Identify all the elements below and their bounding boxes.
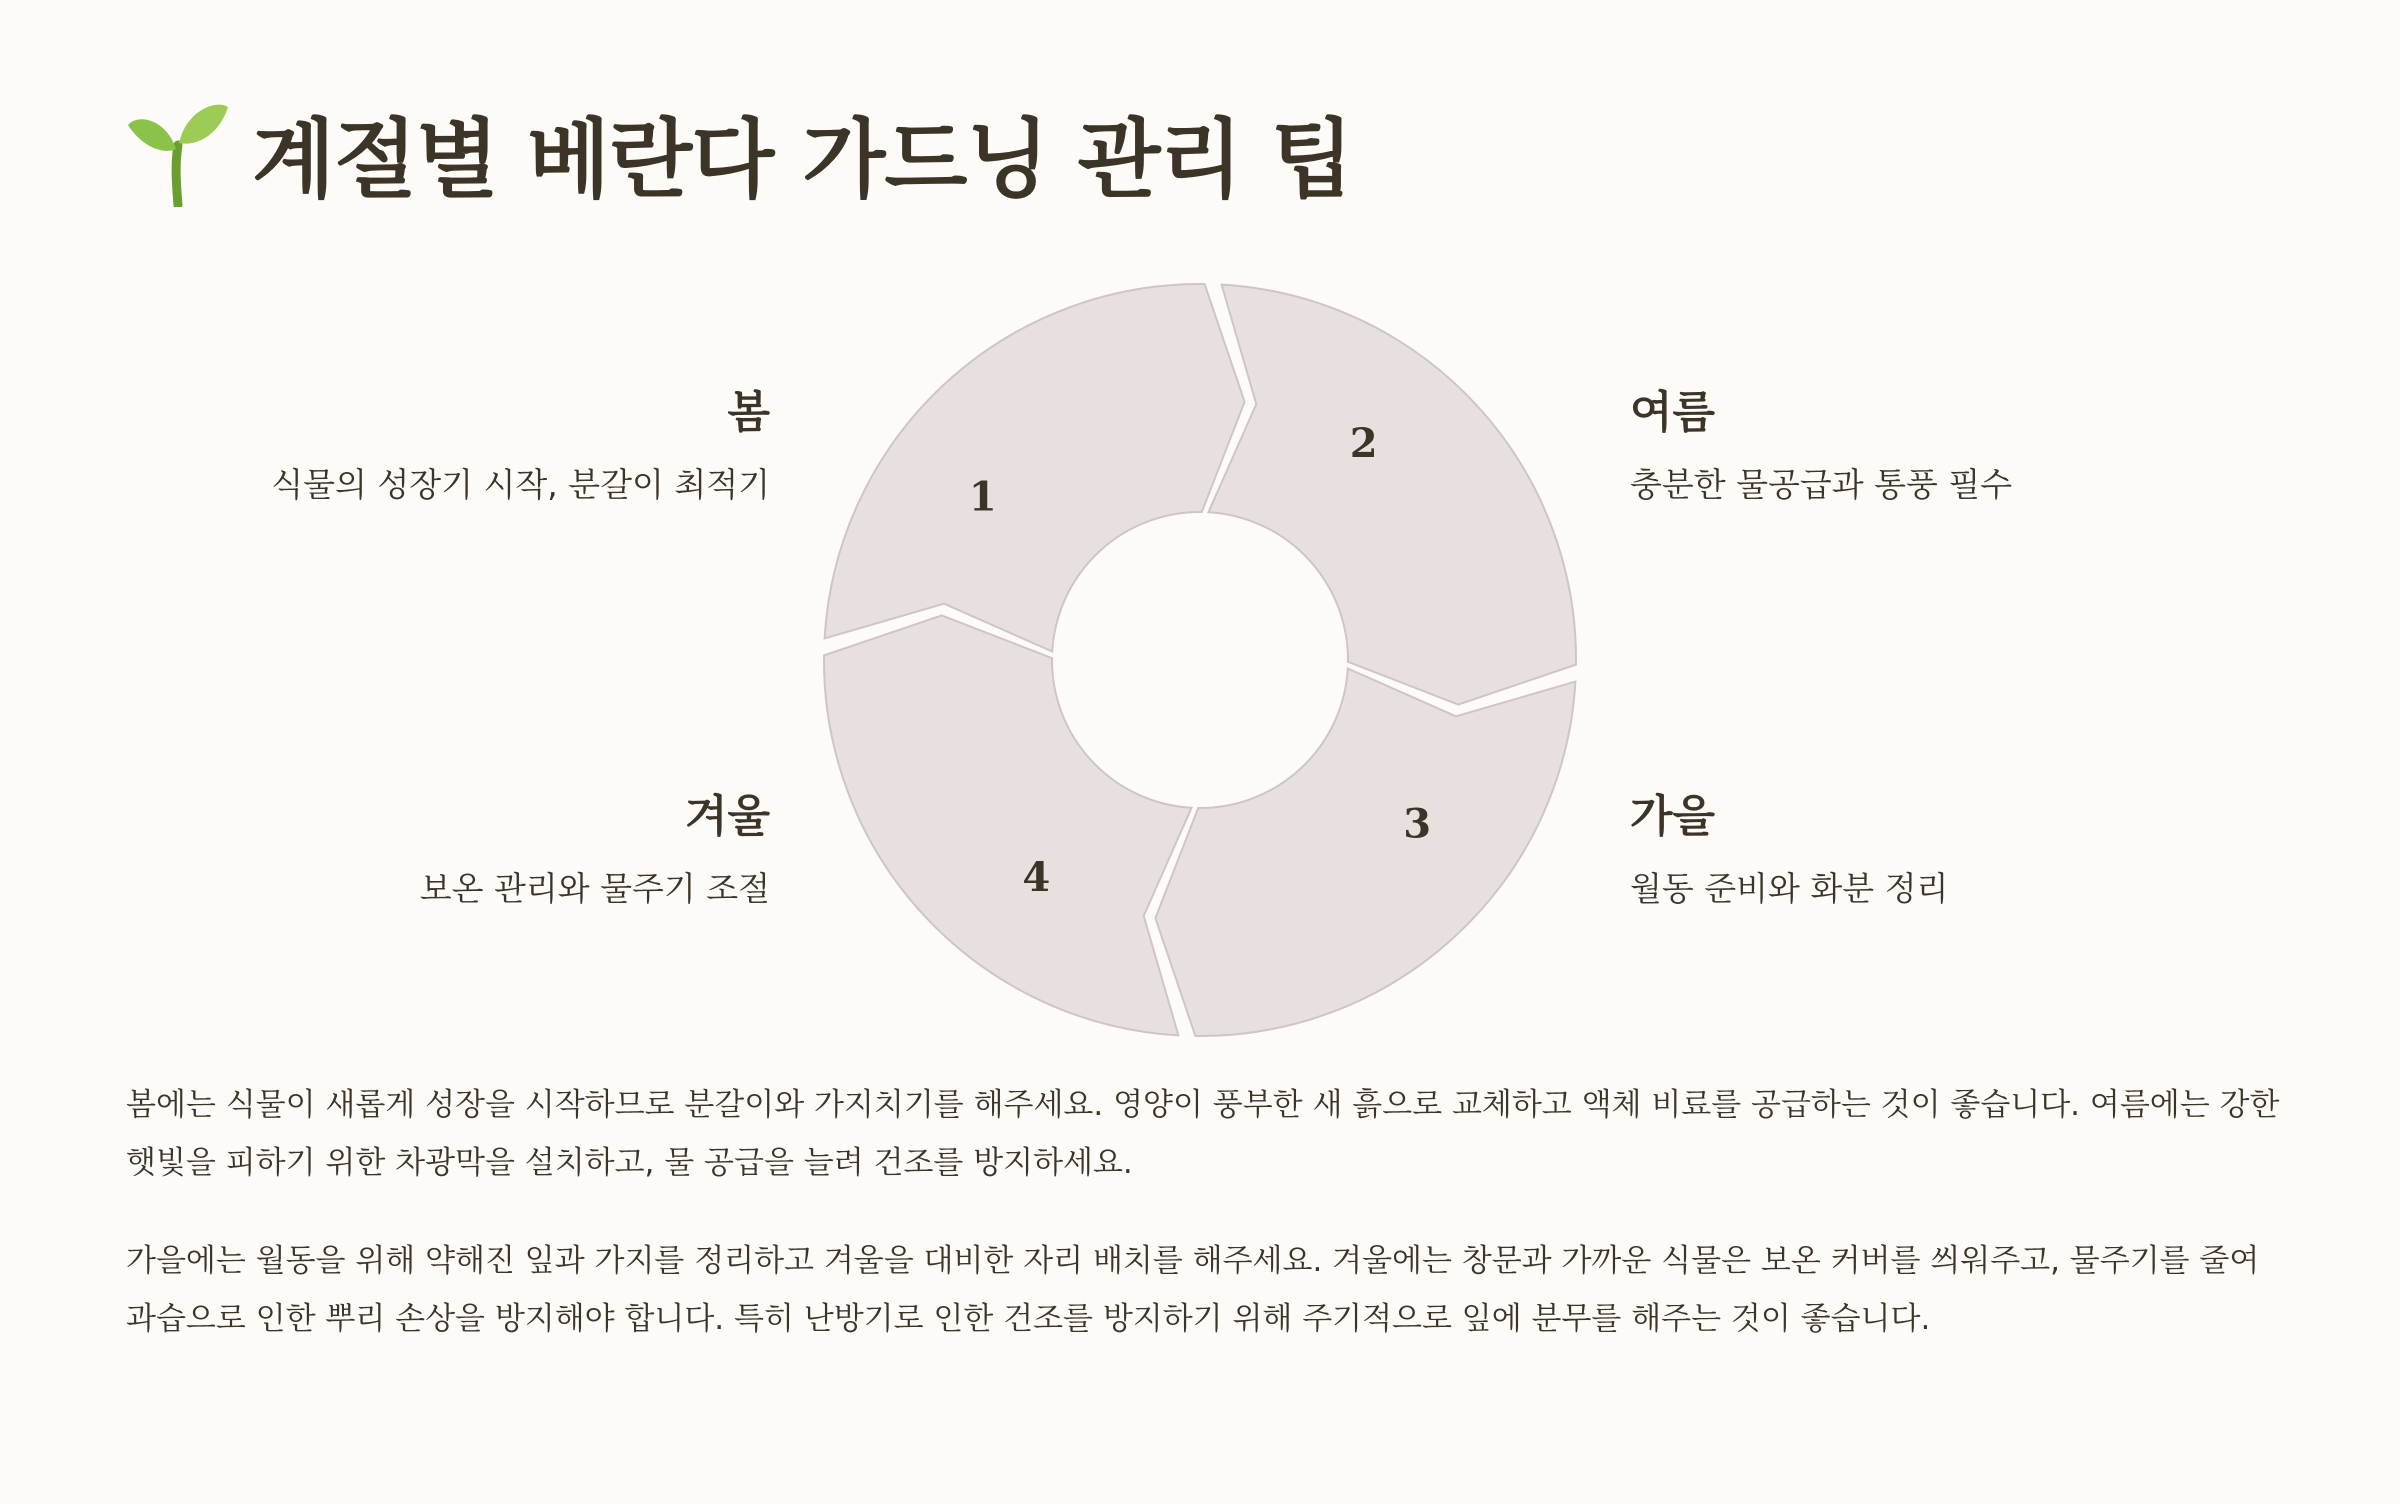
segment-spring-number: 1	[968, 473, 997, 521]
cycle-segments	[824, 284, 1576, 1036]
season-autumn-desc: 월동 준비와 화분 정리	[1630, 869, 1949, 908]
page-title: 계절별 베란다 가드닝 관리 팁	[252, 110, 1353, 210]
segment-autumn-number: 3	[1403, 800, 1432, 848]
season-summer-title: 여름	[1630, 387, 1716, 438]
season-winter-title: 겨울	[684, 791, 770, 842]
season-spring-title: 봄	[727, 387, 770, 438]
season-spring-desc: 식물의 성장기 시작, 분갈이 최적기	[271, 465, 770, 504]
segment-autumn	[1155, 669, 1575, 1037]
segment-summer	[1209, 285, 1577, 705]
season-summer	[1630, 383, 2250, 509]
paragraph-spring-summer: 봄에는 식물이 새롭게 성장을 시작하므로 분갈이와 가지치기를 해주세요. 영양이 풍부한 새 흙으로 교체하고 액체 비료를 공급하는 것이 좋습니다. 여름에는 강한 햇빛을 피하기 위한 차광막을 설치하고, 물 공급을 늘려 건조를 방지하세요.	[126, 1087, 2280, 1181]
segment-winter-number: 4	[1022, 854, 1051, 902]
segment-winter	[824, 615, 1192, 1035]
season-winter	[150, 787, 770, 913]
season-autumn	[1630, 787, 2250, 913]
season-spring	[150, 383, 770, 509]
season-winter-desc: 보온 관리와 물주기 조절	[419, 869, 770, 908]
season-autumn-title: 가을	[1630, 791, 1716, 842]
segment-summer-number: 2	[1349, 419, 1378, 467]
paragraph-autumn-winter: 가을에는 월동을 위해 약해진 잎과 가지를 정리하고 겨울을 대비한 자리 배치를 해주세요. 겨울에는 창문과 가까운 식물은 보온 커버를 씌워주고, 물주기를 줄여 과습으로 인한 뿌리 손상을 방지해야 합니다. 특히 난방기로 인한 건조를 방지하기 위해 주기적으로 잎에 분무를 해주는 것이 좋습니다.	[126, 1243, 2260, 1337]
segment-spring	[825, 284, 1245, 652]
season-summer-desc: 충분한 물공급과 통풍 필수	[1630, 465, 2013, 504]
